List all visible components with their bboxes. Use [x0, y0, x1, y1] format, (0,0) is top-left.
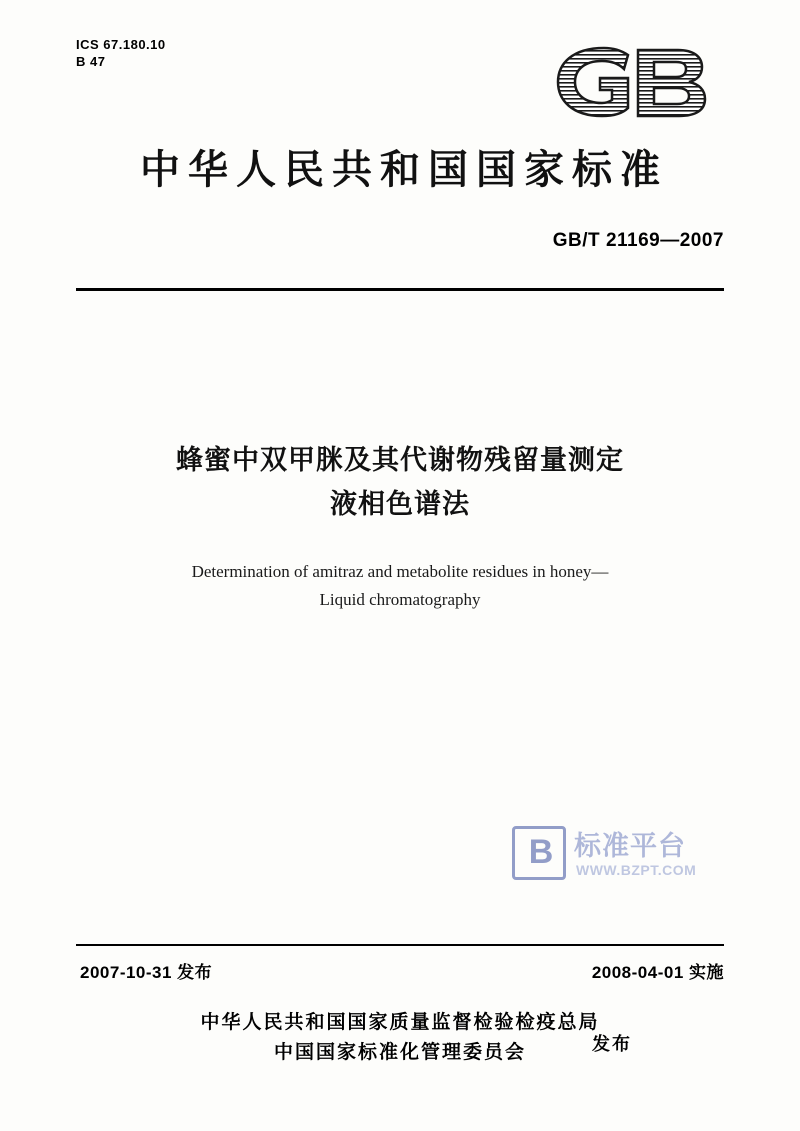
- title-line-2: 液相色谱法: [330, 489, 470, 519]
- standard-number: GB/T 21169—2007: [552, 230, 724, 251]
- ics-code: ICS 67.180.10: [76, 37, 166, 52]
- national-standard-title: 中华人民共和国国家标准: [140, 148, 668, 192]
- document-title-chinese: [0, 438, 800, 526]
- ics-block: [76, 36, 166, 70]
- publisher-block: [0, 1008, 800, 1068]
- document-title-english: [0, 558, 800, 614]
- watermark-name: 标准平台: [574, 831, 686, 861]
- watermark-url: WWW.BZPT.COM: [576, 862, 697, 878]
- publisher-line-2: 中国国家标准化管理委员会: [273, 1042, 526, 1063]
- divider-bottom: [76, 944, 724, 946]
- effective-date: 2008-04-01 实施: [591, 963, 724, 982]
- english-title-line-2: Liquid chromatography: [319, 590, 481, 609]
- divider-top: [76, 288, 724, 291]
- gb-logo-icon: [532, 38, 732, 126]
- english-title-line-1: Determination of amitraz and metabolite residues in honey—: [191, 562, 609, 581]
- watermark: [512, 820, 752, 896]
- classification-code: B 47: [76, 54, 106, 69]
- publisher-line-1: 中华人民共和国国家质量监督检验检疫总局: [200, 1012, 600, 1033]
- watermark-mark: B: [528, 833, 550, 871]
- publish-word: 发布: [592, 1034, 632, 1054]
- title-line-1: 蜂蜜中双甲脒及其代谢物残留量测定: [176, 445, 624, 475]
- issue-date: 2007-10-31 发布: [80, 963, 213, 982]
